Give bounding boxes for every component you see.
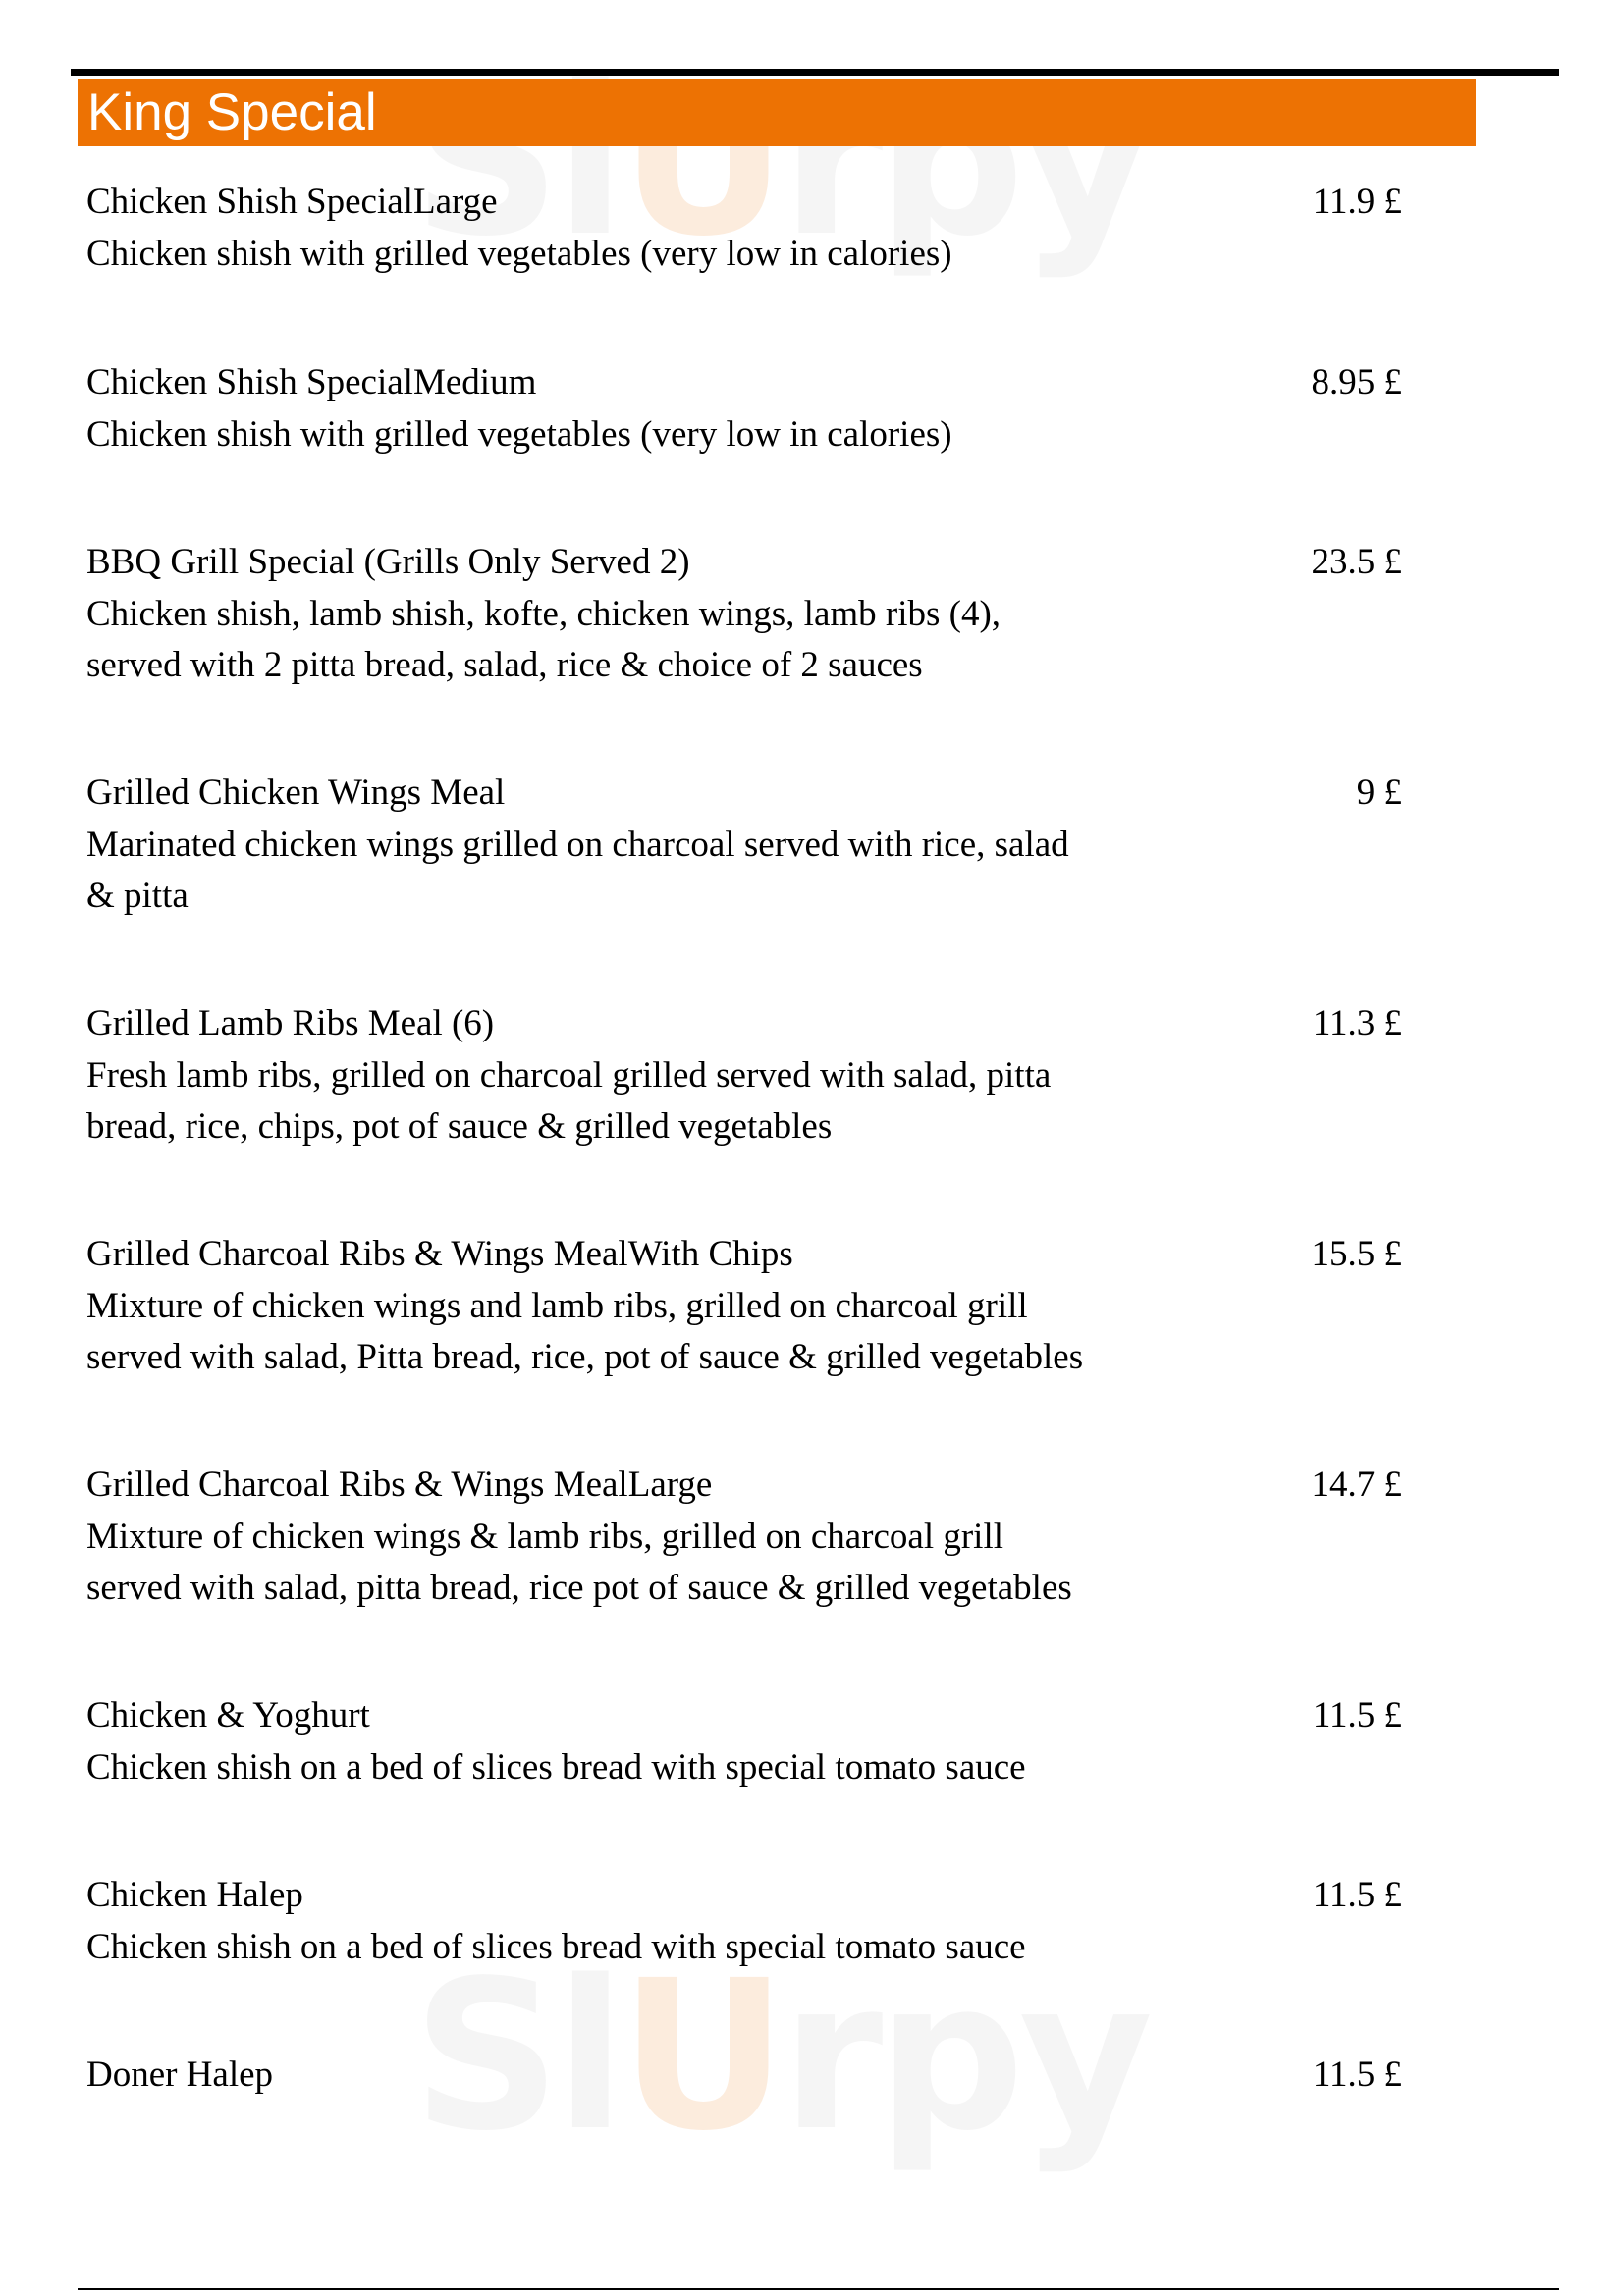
menu-item-name: Grilled Charcoal Ribs & Wings MealWith Chips — [86, 1234, 793, 1274]
menu-item-price: 11.5 £ — [1312, 2055, 1402, 2095]
menu-item-price: 11.3 £ — [1312, 1003, 1402, 1043]
menu-item-name: Grilled Chicken Wings Meal — [86, 773, 506, 813]
menu-item — [86, 1690, 1402, 1793]
menu-item — [86, 357, 1402, 460]
menu-item-description: Chicken shish with grilled vegetables (very low in calories) — [86, 233, 952, 274]
menu-item-price: 11.5 £ — [1312, 1875, 1402, 1915]
menu-item-description: Chicken shish, lamb shish, kofte, chicken wings, lamb ribs (4), served with 2 pitta bread, salad, rice & choice of 2 sauces — [86, 593, 1001, 685]
menu-item-price: 9 £ — [1356, 773, 1402, 813]
menu-item-description: Mixture of chicken wings & lamb ribs, grilled on charcoal grill served with salad, pitta bread, rice pot of sauce & grilled vegetables — [86, 1516, 1072, 1608]
menu-item-description: Chicken shish on a bed of slices bread with special tomato sauce — [86, 1926, 1026, 1967]
watermark-logo-bottom: SlUrpy — [412, 1936, 1148, 2176]
menu-item-description: Mixture of chicken wings and lamb ribs, grilled on charcoal grill served with salad, Pitta bread, rice, pot of sauce & grilled vegetables — [86, 1285, 1084, 1377]
menu-item — [86, 1870, 1402, 1973]
menu-item — [86, 2050, 1402, 2102]
menu-item-name: Chicken Shish SpecialLarge — [86, 182, 498, 222]
menu-item-name: Grilled Lamb Ribs Meal (6) — [86, 1003, 495, 1043]
menu-item — [86, 177, 1402, 280]
menu-item-name: Chicken Shish SpecialMedium — [86, 362, 537, 402]
menu-item — [86, 768, 1402, 923]
menu-item-name: BBQ Grill Special (Grills Only Served 2) — [86, 542, 690, 582]
section-header — [78, 79, 1476, 146]
section-title: King Special — [87, 83, 377, 141]
menu-item — [86, 998, 1402, 1153]
menu-item-description: Chicken shish on a bed of slices bread with special tomato sauce — [86, 1746, 1026, 1788]
menu-item-price: 8.95 £ — [1311, 362, 1402, 402]
top-rule — [71, 69, 1559, 76]
menu-item-name: Doner Halep — [86, 2055, 274, 2095]
menu-item-price: 23.5 £ — [1311, 542, 1402, 582]
menu-item — [86, 1460, 1402, 1615]
menu-item-name: Grilled Charcoal Ribs & Wings MealLarge — [86, 1465, 713, 1505]
menu-item-price: 14.7 £ — [1311, 1465, 1402, 1505]
menu-item-price: 11.5 £ — [1312, 1695, 1402, 1735]
menu-item — [86, 1229, 1402, 1384]
menu-item-description: Fresh lamb ribs, grilled on charcoal grilled served with salad, pitta bread, rice, chips, pot of sauce & grilled vegetables — [86, 1054, 1052, 1147]
menu-item-description: Chicken shish with grilled vegetables (very low in calories) — [86, 413, 952, 454]
menu-item-name: Chicken Halep — [86, 1875, 303, 1915]
watermark-logo-top: SlUrpy — [412, 41, 1148, 282]
menu-item-description: Marinated chicken wings grilled on charcoal served with rice, salad & pitta — [86, 824, 1069, 916]
menu-item-name: Chicken & Yoghurt — [86, 1695, 370, 1735]
menu-item-price: 15.5 £ — [1311, 1234, 1402, 1274]
menu-item — [86, 537, 1402, 692]
menu-item-price: 11.9 £ — [1312, 182, 1402, 222]
bottom-rule — [78, 2288, 1559, 2290]
